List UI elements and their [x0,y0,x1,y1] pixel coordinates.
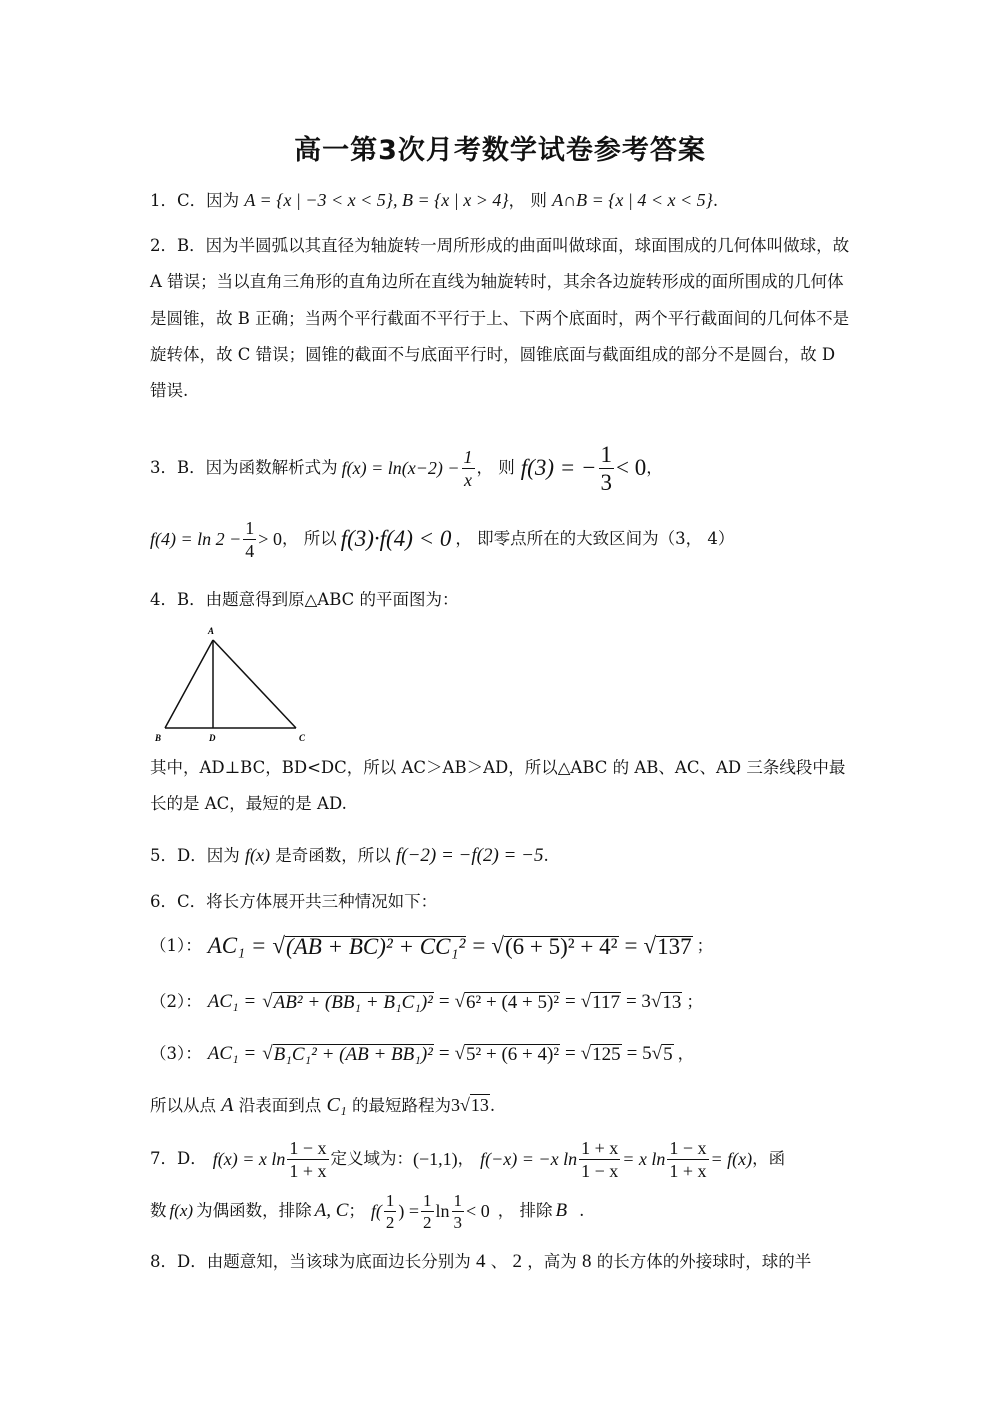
answer-4-intro: 4．B．由题意得到原△ABC 的平面图为： [150,590,459,609]
case-2-end: ； [686,992,703,1011]
answer-7-exclude-ac: A, C [314,1200,349,1221]
case-1-eq-2: = [624,933,638,958]
answer-3-text: 因为函数解析式为 [205,458,338,477]
fraction-numerator: 1 − x [289,1137,327,1158]
answer-5-fx: f(x) [244,845,270,865]
answer-1 [150,190,718,211]
answer-1-then: ， 则 [508,191,547,210]
answer-7-f-open: f( [370,1201,382,1221]
answer-7-line-1 [150,1134,785,1184]
answer-7-half [384,1192,397,1231]
answer-7-f2c: = f(x) [710,1149,753,1169]
fraction-denominator: 2 [385,1212,395,1232]
fraction-denominator: 1 + x [289,1160,327,1181]
answer-8-mid: ，高为 [527,1252,577,1271]
answer-7-frac-1 [287,1139,328,1180]
case-3-lhs: AC₁ = [207,1043,257,1064]
vertex-label-b: B [155,733,162,743]
answer-8-height: 8 [581,1251,592,1272]
answer-7-half-2 [421,1192,434,1231]
answer-7-comma: ， [457,1149,475,1168]
answer-5-mid: 是奇函数，所以 [275,846,391,865]
triangle-figure [150,620,320,745]
answer-7-tail: ，函 [752,1149,786,1168]
answer-7-fx: f(x) [169,1201,194,1220]
fraction-denominator: 1 − x [581,1160,619,1181]
case-1-eq: = [472,933,486,958]
answer-6-case-1: （1）： AC₁ = √ (AB + BC)² + CC₁² = √ (6 + 5)² + 4² = √ 137 ； [150,933,714,959]
answer-6-case-2: （2）： AC₁ = √ AB² + (BB₁ + B₁C₁)² = √ 6² + (4 + 5)² = √ 117 = 3 √ 13 ； [150,991,703,1013]
answer-6-conclusion: 所以从点 A 沿表面到点 C₁ 的最短路程为3√13. [150,1094,496,1116]
answer-3-f4-fraction [243,519,256,560]
answer-8-post: 的长方体的外接球时，球的半 [596,1252,812,1271]
fraction-denominator: 2 [423,1212,432,1232]
fraction-numerator: 1 − x [669,1137,707,1158]
answer-7-line-2 [150,1186,584,1236]
answer-3-f3: f(3) = − [520,455,597,480]
answer-6-case-3: （3）： AC₁ = √ B₁C₁² + (AB + BB₁)² = √ 5² + (6 + 4)² = √ 125 = 5 √ 5 ， [150,1043,695,1065]
answer-5 [150,845,549,866]
fraction-numerator: 1 [423,1190,432,1210]
answer-8-side-a: 4 [475,1251,486,1272]
case-1-lhs: AC₁ = [207,933,267,958]
conclusion-point-a: A [221,1094,234,1116]
answer-3-so: ， 所以 [281,529,337,548]
answer-7-number: 7．D． [150,1149,207,1168]
answer-7-frac-2 [579,1139,620,1180]
case-2-lhs: AC₁ = [207,991,257,1012]
answer-3-number: 3．B． [150,458,206,477]
case-2-radical-4: 13 [662,991,682,1013]
answer-7-frac-3 [667,1139,708,1180]
answer-7-end: . [579,1201,585,1220]
answer-8-sep: 、 [490,1252,508,1271]
answer-4-explanation [150,750,850,823]
answer-3-f4-end: > 0 [258,529,282,549]
side-ac [213,640,296,728]
answer-7-semicolon: ； [348,1201,365,1220]
answer-7-line-2-pre: 数 [150,1201,167,1220]
answer-3-product: f(3)·f(4) < 0 [340,526,452,551]
answer-7-lt-zero: < 0 [466,1201,490,1221]
answer-7-f-close: ) = [398,1201,420,1221]
answer-3-fraction [462,448,475,489]
fraction-numerator: 1 [600,441,613,467]
answer-4-line-2: 长的是 AC，最短的是 AD. [150,794,347,814]
case-3-radical-3: 125 [592,1043,621,1065]
case-2-eq-3: = 3 [625,991,651,1012]
answer-7-domain: 定义域为： [330,1149,414,1168]
vertex-label-c: C [299,733,306,743]
answer-3-line-1: 3．B． 因为函数解析式为 f(x) = ln(x−2) − $\frac{1}{x}$ ， 则 f(3) = − $\frac{1}{3}$ < 0 ， [150,441,663,495]
answer-1-result: A∩B = {x | 4 < x < 5} [552,190,713,210]
answer-7-even: 为偶函数，排除 [196,1201,312,1220]
case-1-radical-3: 137 [657,933,692,959]
fraction-denominator: 4 [245,540,255,561]
conclusion-mid-2: 的最短路程为 [352,1096,452,1115]
answer-7-f2: f(−x) = −x ln [480,1149,578,1169]
answer-3-interval: ， 即零点所在的大致区间为（3， 4） [455,529,735,548]
answer-7-third [452,1192,465,1231]
case-1-radical-1: (AB + BC)² + CC₁² [286,933,466,959]
page-title: 高一第3次月考数学试卷参考答案 [294,135,706,166]
fraction-denominator: 1 + x [669,1160,707,1181]
fraction-denominator: 3 [453,1212,463,1232]
case-2-radical-3: 117 [592,991,620,1013]
answer-7-f2b: = x ln [622,1149,666,1169]
fraction-numerator: 1 [385,1190,395,1210]
case-3-end: ， [677,1044,695,1063]
answer-8 [150,1252,811,1272]
case-3-label: （3）： [150,1044,202,1063]
answer-7-domain-value: (−1,1) [413,1149,458,1169]
conclusion-pre: 所以从点 [150,1096,216,1115]
case-3-radical-4: 5 [663,1043,673,1065]
answer-2: 2．B．因为半圆弧以其直径为轴旋转一周所形成的曲面叫做球面，球面围成的几何体叫做球，故 A 错误；当以直角三角形的直角边所在直线为轴旋转时，其余各边旋转形成的面所围成的几何体是圆锥，故 B 正确；当两个平行截面不平行于上、下两个底面时，两个平行截面间的几何体不是旋转体，故 C 错误；圆锥的截面不与底面平行时，圆锥底面与截面组成的部分不是圆台，故 D 错误. [150,236,850,401]
answer-3-f3-fraction [599,443,615,494]
case-1-radical-2: (6 + 5)² + 4² [504,933,618,959]
case-3-radical-2: 5² + (6 + 4)² [466,1043,560,1065]
answer-8-pre: 8．D．由题意知，当该球为底面边长分别为 [150,1252,471,1271]
answer-7-f1: f(x) = x ln [212,1149,286,1169]
fraction-numerator: 1 [463,446,473,467]
conclusion-point-c1: C₁ [326,1094,347,1116]
conclusion-coef: 3 [451,1095,461,1115]
answer-3-f3-end: < 0 [616,455,647,480]
answer-3-then: ， 则 [476,458,515,477]
answer-7-exclude: ， 排除 [497,1201,553,1220]
answer-3-f4: f(4) = ln 2 − [150,529,242,549]
answer-5-text: 因为 [206,846,240,865]
case-2-radical-2: 6² + (4 + 5)² [466,991,560,1013]
answer-4-line-1: 其中，AD⊥BC，BD<DC，所以 AC＞AB＞AD，所以△ABC 的 AB、AC、AD 三条线段中最 [150,758,846,777]
answer-7-ln: ln [435,1201,450,1221]
answer-3-function: f(x) = ln(x−2) − [341,458,460,478]
fraction-numerator: 1 + x [581,1137,619,1158]
answer-1-sets: A = {x | −3 < x < 5}, B = {x | x > 4} [244,190,509,210]
fraction-denominator: x [464,469,473,490]
answer-8-side-b: 2 [512,1251,522,1272]
answer-1-number: 1．C． [150,191,207,210]
case-3-eq-3: = 5 [626,1043,652,1064]
answer-5-number: 5．D． [150,846,207,865]
conclusion-radicand: 13 [470,1095,489,1115]
answer-5-end: . [543,846,549,865]
case-2-label: （2）： [150,992,202,1011]
fraction-numerator: 1 [453,1190,463,1210]
answer-5-expression: f(−2) = −f(2) = −5 [395,845,544,866]
fraction-denominator: 3 [600,469,613,495]
answer-1-text: 因为 [206,191,240,210]
conclusion-mid: 沿表面到点 [238,1096,322,1115]
vertex-label-a: A [208,626,215,636]
answer-3-line-2 [150,515,734,563]
case-1-end: ； [696,936,714,955]
conclusion-end: . [489,1096,496,1115]
answer-6-intro: 6．C．将长方体展开共三种情况如下： [150,892,438,911]
answer-1-end: . [712,191,719,210]
answer-7-exclude-b: B [555,1200,568,1221]
case-3-radical-1: B₁C₁² + (AB + BB₁)² [273,1043,433,1065]
fraction-numerator: 1 [245,517,255,538]
case-2-radical-1: AB² + (BB₁ + B₁C₁)² [273,991,433,1013]
vertex-label-d: D [209,733,216,743]
side-ab [165,640,213,728]
case-1-label: （1）： [150,936,202,955]
